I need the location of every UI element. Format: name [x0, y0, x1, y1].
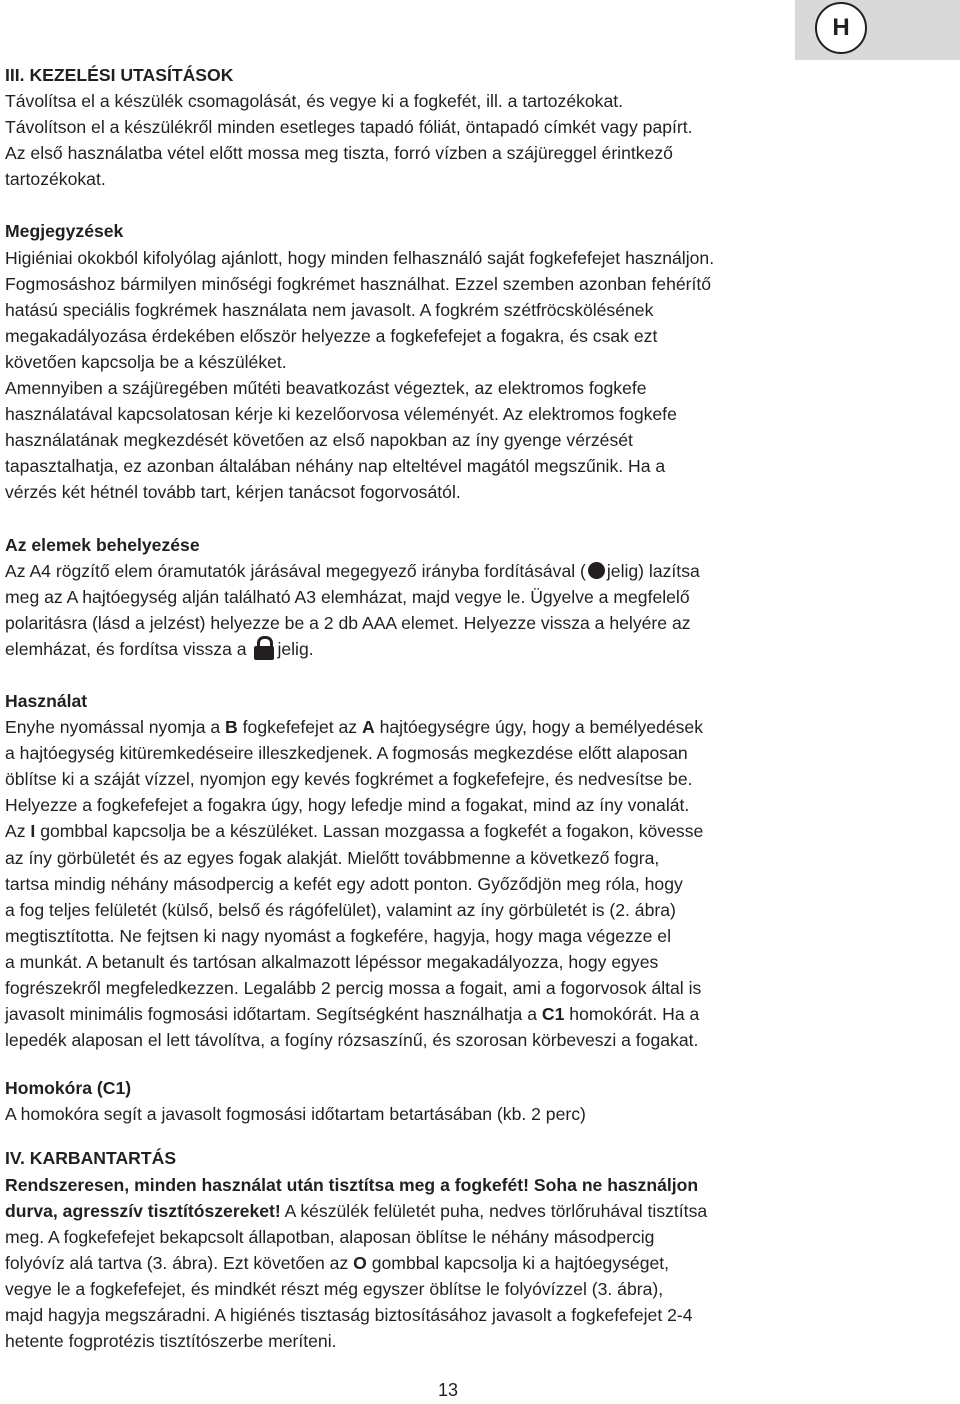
page-number: 13 — [437, 1380, 459, 1400]
paragraph-line: Az első használatba vétel előtt mossa meg tiszta, forró vízben a szájüreggel érintkező — [5, 143, 673, 164]
paragraph-line: az íny görbületét és az egyes fogak alakját. Mielőtt továbbmenne a következő fogra, — [5, 847, 660, 868]
filled-circle-icon — [588, 562, 605, 579]
paragraph-line: hatású speciális fogkrémek használata nem javasolt. A fogkrém szétfröcskölésének — [5, 299, 654, 320]
paragraph-line: Rendszeresen, minden használat után tisztítsa meg a fogkefét! Soha ne használjon — [5, 1174, 699, 1195]
text-run: jelig. — [277, 638, 314, 659]
paragraph-line: vérzés két hétnél tovább tart, kérjen tanácsot fogorvosától. — [5, 482, 461, 503]
paragraph-line: használatának megkezdését követően az első napokban az íny gyenge vérzését — [5, 430, 633, 451]
paragraph-line: Higiéniai okokból kifolyólag ajánlott, hogy minden felhasználó saját fogkefefejet használjon. — [5, 247, 715, 268]
paragraph-line: tartozékokat. — [5, 169, 106, 190]
section-megjegyzesek — [5, 218, 950, 505]
paragraph-line: folyóvíz alá tartva (3. ábra). Ezt követően az O gombbal kapcsolja ki a hajtóegységet, — [5, 1252, 670, 1273]
paragraph-line: fogrészekről megfeledkezzen. Legalább 2 percig mossa a fogait, ami a fogorvosok által is — [5, 978, 702, 998]
paragraph-line: megtisztította. Ne fejtsen ki nagy nyomást a fogkefére, hagyja, hogy maga végezze el — [5, 925, 671, 946]
text-run: jelig) lazítsa — [606, 560, 700, 581]
section-heading: III. KEZELÉSI UTASÍTÁSOK — [5, 65, 234, 85]
section-heading: Az elemek behelyezése — [5, 534, 200, 555]
text-run: elemházat, és fordítsa vissza a — [5, 638, 252, 659]
section-kezelesi-utasitasok — [5, 62, 950, 192]
paragraph-line: Fogmosáshoz bármilyen minőségi fogkrémet használhat. Ezzel szemben azonban fehérítő — [5, 273, 712, 294]
paragraph-line: tapasztalhatja, ez azonban általában néhány nap elteltével magától megszűnik. Ha a — [5, 456, 666, 477]
paragraph-line: tartsa mindig néhány másodpercig a kefét egy adott ponton. Győződjön meg róla, hogy — [5, 873, 683, 894]
paragraph-line: öblítse ki a száját vízzel, nyomjon egy kevés fogkrémet a fogkefefejre, és nedvesítse be. — [5, 769, 693, 790]
paragraph-line: Helyezze a fogkefefejet a fogakra úgy, hogy lefedje mind a fogakat, mind az íny vonalát. — [5, 795, 690, 816]
paragraph-line: használatával kapcsolatosan kérje ki kezelőorvosa véleményét. Az elektromos fogkefe — [5, 404, 677, 425]
section-heading: Használat — [5, 690, 88, 711]
paragraph-line: javasolt minimális fogmosási időtartam. Segítségként használhatja a C1 homokórát. Ha a — [5, 1004, 700, 1025]
paragraph-line — [5, 558, 950, 584]
section-homokora — [5, 1075, 950, 1127]
paragraph-line: Távolítsa el a készülék csomagolását, és vegye ki a fogkefét, ill. a tartozékokat. — [5, 91, 624, 112]
paragraph-line — [5, 636, 950, 662]
document-body — [5, 62, 950, 1354]
paragraph-line: durva, agresszív tisztítószereket! A készülék felületét puha, nedves törlőruhával tisztítsa — [5, 1200, 708, 1221]
paragraph-line: a munkát. A betanult és tartósan alkalmazott lépéssor megakadályozza, hogy egyes — [5, 951, 659, 972]
paragraph-line: meg. A fogkefefejet bekapcsolt állapotban, alaposan öblítse le néhány másodpercig — [5, 1226, 655, 1247]
language-badge-label: H — [832, 14, 850, 41]
section-hasznalat — [5, 688, 950, 1053]
paragraph-line: vegye le a fogkefefejet, és mindkét részt még egyszer öblítse le folyóvízzel (3. ábra), — [5, 1278, 664, 1299]
section-heading: IV. KARBANTARTÁS — [5, 1148, 177, 1169]
paragraph-line: majd hagyja megszáradni. A higiénés tisztaság biztosításához javasolt a fogkefefejet 2-4 — [5, 1305, 693, 1326]
paragraph-line: Amennyiben a szájüregében műtéti beavatkozást végeztek, az elektromos fogkefe — [5, 378, 647, 399]
text-run: Az A4 rögzítő elem óramutatók járásával megegyező irányba fordításával ( — [5, 560, 586, 581]
paragraph-line: követően kapcsolja be a készüléket. — [5, 351, 287, 372]
section-karbantartas — [5, 1145, 950, 1354]
paragraph-line: lepedék alaposan el lett távolítva, a fogíny rózsaszínű, és szorosan körbeveszi a fogakat. — [5, 1030, 699, 1051]
paragraph-line: A homokóra segít a javasolt fogmosási időtartam betartásában (kb. 2 perc) — [5, 1104, 586, 1125]
paragraph-line: polaritásra (lásd a jelzést) helyezze be a 2 db AAA elemet. Helyezze vissza a helyére az — [5, 612, 691, 633]
section-heading: Megjegyzések — [5, 221, 124, 242]
padlock-icon — [253, 636, 275, 660]
paragraph-line: a fog teljes felületét (külső, belső és rágófelület), valamint az íny görbületét is (2. ábra) — [5, 899, 676, 920]
paragraph-line: Az I gombbal kapcsolja be a készüléket. Lassan mozgassa a fogkefét a fogakon, kövesse — [5, 821, 704, 842]
language-badge — [815, 2, 867, 54]
paragraph-line: hetente fogprotézis tisztítószerbe meríteni. — [5, 1331, 337, 1352]
paragraph-line: meg az A hajtóegység alján található A3 elemházat, majd vegye le. Ügyelve a megfelelő — [5, 586, 690, 607]
paragraph-line: megakadályozása érdekében először helyezze a fogkefefejet a fogakra, és csak ezt — [5, 325, 658, 346]
section-elemek-behelyezese — [5, 532, 950, 662]
paragraph-line: a hajtóegység kitüremkedéseire illeszkedjenek. A fogmosás megkezdése előtt alaposan — [5, 743, 688, 764]
section-heading: Homokóra (C1) — [5, 1078, 132, 1099]
paragraph-line: Enyhe nyomással nyomja a B fogkefefejet az A hajtóegységre úgy, hogy a bemélyedések — [5, 717, 704, 738]
paragraph-line: Távolítson el a készülékről minden esetleges tapadó fóliát, öntapadó címkét vagy papírt. — [5, 117, 693, 138]
